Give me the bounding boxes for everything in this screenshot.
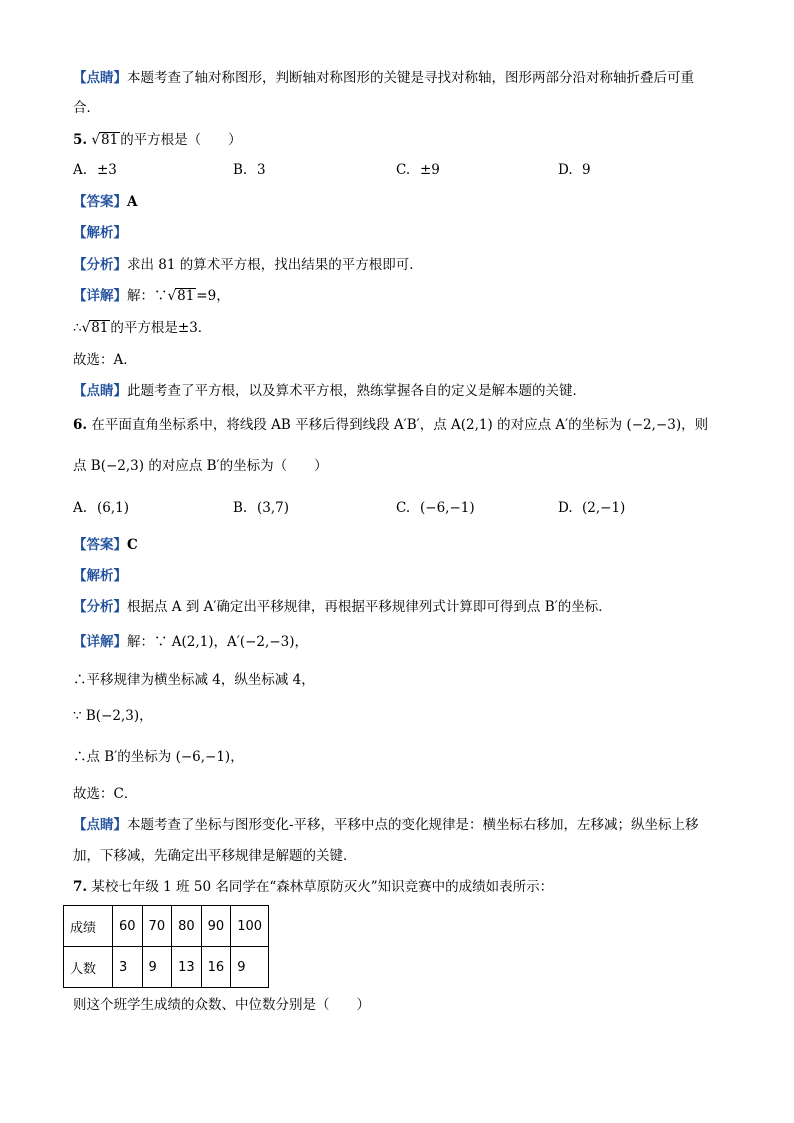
option-c: C. ±9 [396, 162, 440, 178]
option-b: B. (3,7) [233, 500, 290, 516]
option-d: D. 9 [558, 162, 591, 178]
xiangjie-line: 【详解】解：∵√81 =9， [73, 288, 230, 304]
table-cell: 60 [113, 906, 143, 947]
table-cell: 成绩 [64, 906, 113, 947]
answer-value: A [127, 194, 138, 210]
fenxi-line: 【分析】求出 81 的算术平方根，找出结果的平方根即可． [73, 257, 423, 273]
question-5-stem [73, 130, 724, 150]
score-table [63, 905, 269, 988]
question-number: 5. [73, 132, 88, 148]
step-1: ∴平移规律为横坐标减 4，纵坐标减 4， [73, 672, 315, 688]
sqrt-sign: √ [91, 132, 100, 148]
dianjing-text: 本题考查了轴对称图形，判断轴对称图形的关键是寻找对称轴，图形两部分沿对称轴折叠后可重 [127, 70, 694, 86]
question-number: 6. [73, 417, 88, 433]
table-cell: 90 [201, 906, 231, 947]
table-cell: 70 [142, 906, 172, 947]
step-3: ∴点 B′的坐标为 (−6,−1)， [73, 749, 244, 765]
question-7-stem: 7. 某校七年级 1 班 50 名同学在“森林草原防灭火”知识竞赛中的成绩如表所示： [73, 879, 554, 895]
answer-value: C [127, 537, 138, 553]
xiangjie-line: 【详解】解：∵ A(2,1)，A′(−2,−3)， [73, 634, 308, 650]
table-row [64, 947, 269, 988]
question-number: 7. [73, 879, 88, 895]
option-a: A. ±3 [73, 162, 117, 178]
step-2: ∵ B(−2,3)， [73, 708, 153, 724]
table-cell: 3 [113, 947, 143, 988]
table-cell: 100 [231, 906, 269, 947]
sqrt-sign: √ [81, 320, 91, 336]
option-d: D. (2,−1) [558, 500, 626, 516]
sqrt-sign: √ [167, 288, 177, 304]
dianjing-continuation: 合． [73, 100, 100, 116]
radicand: 81 [101, 132, 119, 148]
table-row [64, 906, 269, 947]
guxuan-line: 故选：A． [73, 352, 137, 368]
question-6-stem-line2: 点 B(−2,3) 的对应点 B′的坐标为（ ） [73, 458, 328, 474]
table-cell: 13 [172, 947, 202, 988]
dianjing-line: 【点睛】此题考查了平方根，以及算术平方根，熟练掌握各自的定义是解本题的关键． [73, 383, 586, 399]
question-5-options [73, 160, 733, 180]
question-text: 的平方根是（ ） [120, 132, 242, 148]
answer-line: 【答案】A [73, 194, 138, 210]
dianjing-tag: 【点睛】 [73, 70, 127, 86]
option-b: B. 3 [233, 162, 266, 178]
dianjing-paragraph-prev [73, 68, 724, 88]
fenxi-line: 【分析】根据点 A 到 A′确定出平移规律，再根据平移规律列式计算即可得到点 B′的坐标． [73, 599, 612, 615]
question-7-question: 则这个班学生成绩的众数、中位数分别是（ ） [73, 997, 370, 1013]
answer-line: 【答案】C [73, 537, 138, 553]
table-cell: 人数 [64, 947, 113, 988]
table-cell: 9 [231, 947, 269, 988]
question-6-options [73, 498, 733, 518]
question-6-stem-line1: 6. 在平面直角坐标系中，将线段 AB 平移后得到线段 A′B′，点 A(2,1) 的对应点 A′的坐标为 (−2,−3)，则 [73, 417, 709, 433]
table-cell: 80 [172, 906, 202, 947]
option-c: C. (−6,−1) [396, 500, 475, 516]
option-a: A. (6,1) [73, 500, 130, 516]
guxuan-line: 故选：C． [73, 786, 138, 802]
therefore-line: ∴√81 的平方根是±3． [73, 320, 212, 336]
dianjing-line-1: 【点睛】本题考查了坐标与图形变化-平移，平移中点的变化规律是：横坐标右移加，左移减；纵坐标上移 [73, 817, 699, 833]
table-cell: 16 [201, 947, 231, 988]
jiexi-line: 【解析】 [73, 568, 127, 584]
jiexi-line: 【解析】 [73, 225, 127, 241]
table-cell: 9 [142, 947, 172, 988]
dianjing-line-2: 加，下移减，先确定出平移规律是解题的关键． [73, 848, 357, 864]
